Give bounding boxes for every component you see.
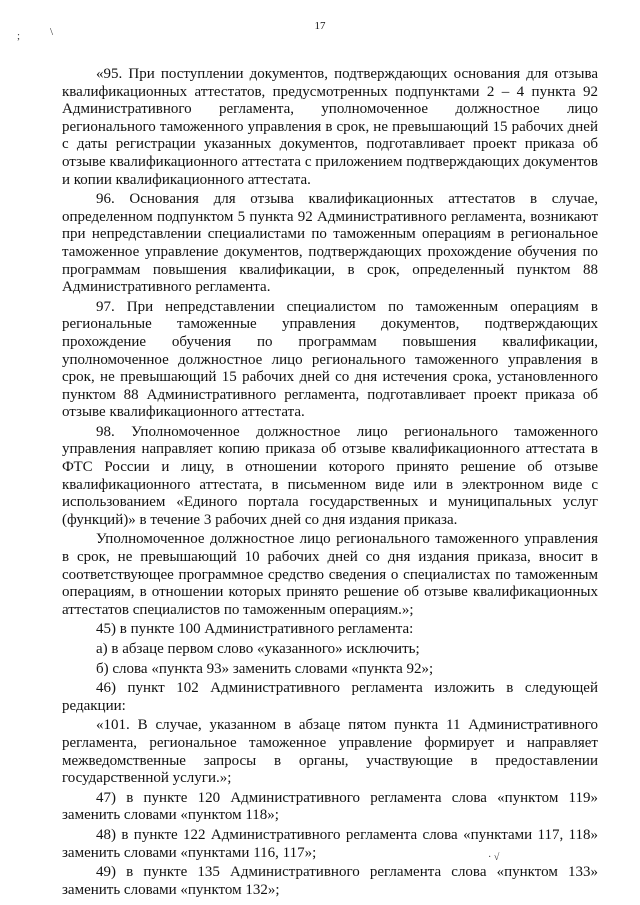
item-46: 46) пункт 102 Административного регламента изложить в следующей редакции: [62, 680, 598, 714]
scan-artifact-bottom-mark: · √ [488, 852, 500, 863]
paragraph-96: 96. Основания для отзыва квалификационных аттестатов в случае, определенном подпунктом 5 пункта 92 Административного регламента, возникают при непредставлении специалистами по таможенным операциям в региональное таможенное управление документов, подтверждающих прохождение обучения по программам повышения квалификации, в срок, определенный пунктом 88 Административного регламента. [62, 191, 598, 296]
item-49: 49) в пункте 135 Административного регламента слова «пунктом 133» заменить словами «пунктом 132»; [62, 864, 598, 898]
item-45-a: а) в абзаце первом слово «указанного» исключить; [96, 641, 420, 657]
paragraph-98-continuation: Уполномоченное должностное лицо регионального таможенного управления в срок, не превышающий 10 рабочих дней со дня издания приказа, вносит в соответствующее программное средство сведения о специалистах по таможенным операциям, в отношении которых принято решение об отзыве квалификационных аттестатов специалистов по таможенным операциям.»; [62, 531, 598, 618]
scan-artifact-left-tick: ; [17, 30, 21, 42]
paragraph-98: 98. Уполномоченное должностное лицо регионального таможенного управления направляет копию приказа об отзыве квалификационного аттестата в ФТС России и лицу, в отношении которого принято решение об отзыве квалификационного аттестата, в письменном виде или в электронном виде с использованием «Единого портала государственных и муниципальных услуг (функций)» в течение 3 рабочих дней со дня издания приказа. [62, 423, 598, 528]
paragraph-101: «101. В случае, указанном в абзаце пятом пункта 11 Административного регламента, региональное таможенное управление формирует и направляет межведомственные запросы в органы, участвующие в предоставлении государственной услуги.»; [62, 717, 598, 787]
paragraph-95: «95. При поступлении документов, подтверждающих основания для отзыва квалификационных аттестатов, предусмотренных подпунктами 2 – 4 пункта 92 Административного регламента, уполномоченное должностное лицо регионального таможенного управления в срок, не превышающий 15 рабочих дней с даты регистрации указанных документов, подготавливает проект приказа об отзыве квалификационного аттестата с приложением подтверждающих документов и копии квалификационного аттестата. [62, 66, 598, 188]
item-45: 45) в пункте 100 Административного регламента: [96, 621, 414, 638]
page-number: 17 [314, 20, 326, 32]
item-47: 47) в пункте 120 Административного регламента слова «пунктом 119» заменить словами «пунктом 118»; [62, 789, 598, 824]
item-48: 48) в пункте 122 Административного регламента слова «пунктами 117, 118» заменить словами «пунктами 116, 117»; [62, 826, 598, 861]
item-45-b: б) слова «пункта 93» заменить словами «пункта 92»; [96, 660, 434, 677]
paragraph-97: 97. При непредставлении специалистом по таможенным операциям в региональные таможенные управления документов, подтверждающих прохождение обучения по программам повышения квалификации, уполномоченное должностное лицо регионального таможенного управления в срок, не превышающий 15 рабочих дней со дня истечения срока, установленного пунктом 88 Административного регламента, подготавливает проект приказа об отзыве квалификационного аттестата. [62, 298, 598, 421]
scan-artifact-left-mark: \ [50, 26, 54, 38]
document-body [62, 66, 598, 901]
